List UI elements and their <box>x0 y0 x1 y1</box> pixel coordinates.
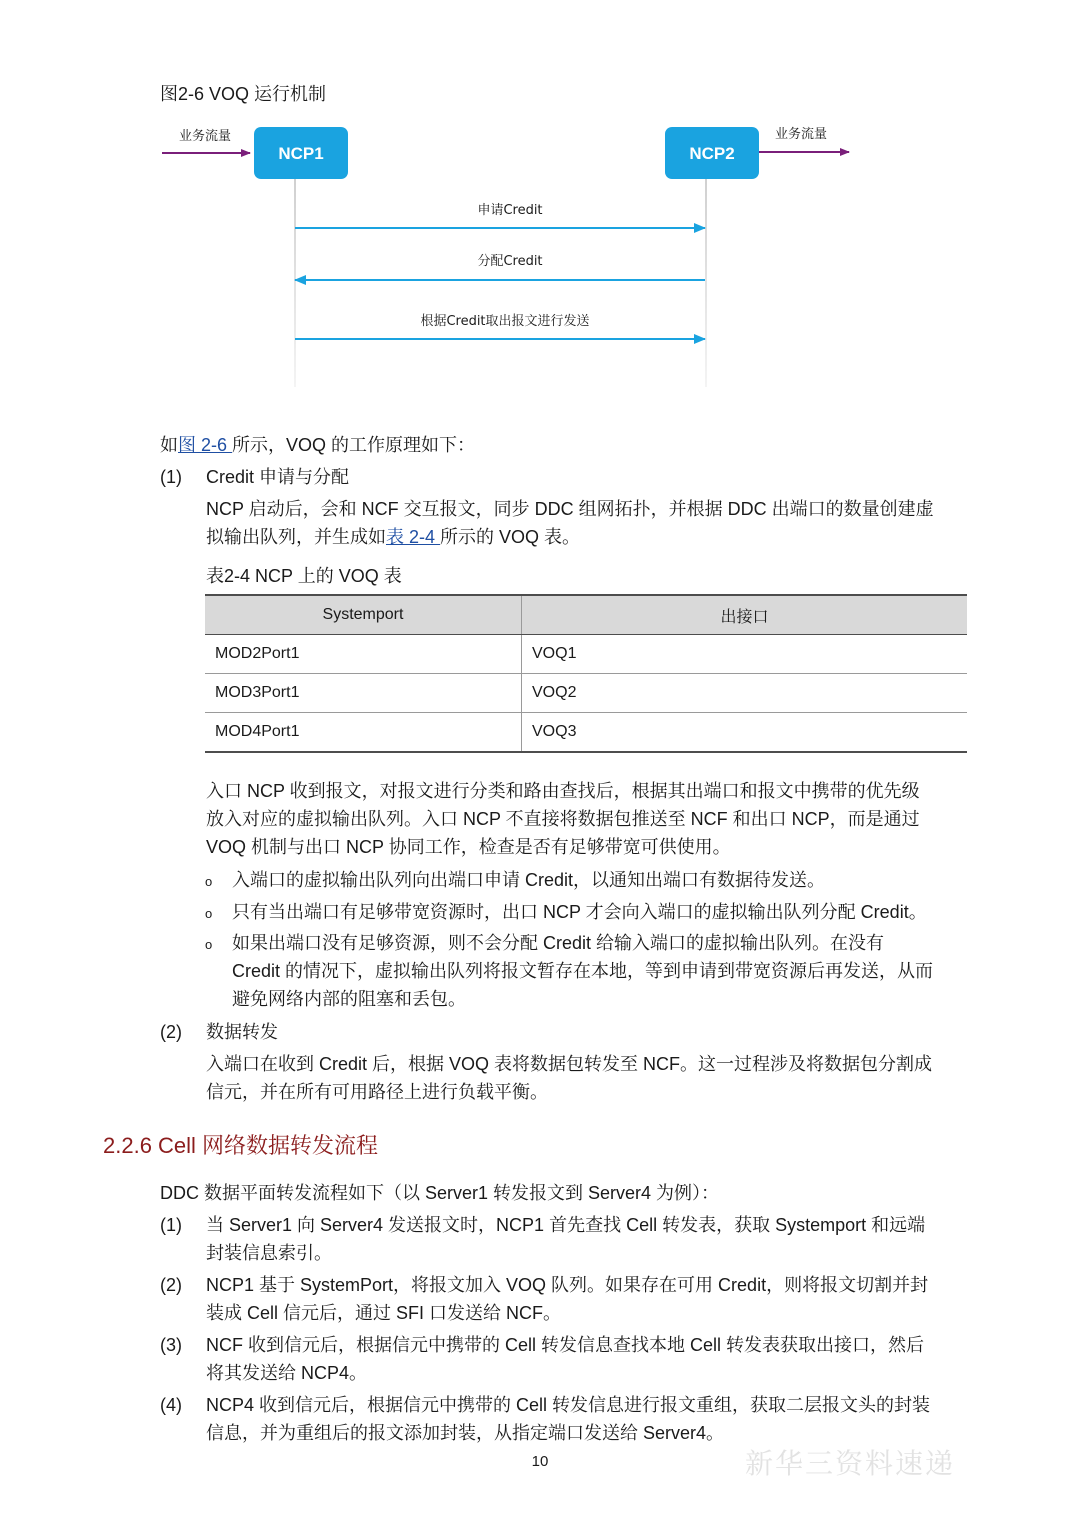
item1-paragraph <box>206 495 981 551</box>
ncp1-lifeline <box>294 177 296 387</box>
bullet-item-1 <box>232 866 977 894</box>
ingress-paragraph <box>206 777 981 861</box>
step-1 <box>206 1211 981 1267</box>
paragraph-line: 入口 NCP 收到报文，对报文进行分类和路由查找后，根据其出端口和报文中携带的优先级 <box>206 781 920 801</box>
message-allocate-credit-label: 分配Credit <box>477 254 543 269</box>
step-line: NCF 收到信元后，根据信元中携带的 Cell 转发信息查找本地 Cell 转发表获取出接口，然后 <box>206 1335 925 1355</box>
bullet-line: 只有当出端口有足够带宽资源时，出口 NCP 才会向入端口的虚拟输出队列分配 Credit。 <box>232 902 927 922</box>
step-line: 封装信息索引。 <box>206 1243 332 1263</box>
item2-title: 数据转发 <box>206 1022 278 1042</box>
bullet-line: 入端口的虚拟输出队列向出端口申请 Credit，以通知出端口有数据待发送。 <box>232 870 826 890</box>
bullet-marker: o <box>205 874 213 889</box>
table-header-row <box>205 595 967 635</box>
paragraph-line: 信元，并在所有可用路径上进行负载平衡。 <box>206 1082 548 1102</box>
table-row <box>205 713 967 753</box>
step-number: (1) <box>160 1215 182 1235</box>
paragraph-line: VOQ 机制与出口 NCP 协同工作，检查是否有足够带宽可供使用。 <box>206 837 731 857</box>
message-send-label: 根据Credit取出报文进行发送 <box>420 314 590 329</box>
ncp1-label: NCP1 <box>278 144 324 163</box>
right-flow-label: 业务流量 <box>775 127 828 142</box>
intro-paragraph <box>160 431 475 459</box>
table-header-systemport: Systemport <box>205 595 522 635</box>
step-3 <box>206 1331 981 1387</box>
table-header-out-interface: 出接口 <box>522 595 968 635</box>
item1-line2-before: 拟输出队列，并生成如 <box>206 527 386 547</box>
item2-paragraph <box>206 1050 981 1106</box>
ncp2-label: NCP2 <box>689 144 735 163</box>
table-cell: MOD4Port1 <box>205 713 522 753</box>
step-number: (2) <box>160 1275 182 1295</box>
step-2 <box>206 1271 981 1327</box>
step-line: 当 Server1 向 Server4 发送报文时，NCP1 首先查找 Cell 转发表，获取 Systemport 和远端 <box>206 1215 926 1235</box>
section-intro: DDC 数据平面转发流程如下（以 Server1 转发报文到 Server4 为例）： <box>160 1183 720 1203</box>
item2-number: (2) <box>160 1022 182 1042</box>
table-row <box>205 635 967 674</box>
step-line: NCP4 收到信元后，根据信元中携带的 Cell 转发信息进行报文重组，获取二层报文头的封装 <box>206 1395 931 1415</box>
ncp2-lifeline <box>705 177 707 387</box>
intro-text-after: 所示，VOQ 的工作原理如下： <box>232 435 476 455</box>
item1-line2-after: 所示的 VOQ 表。 <box>440 527 581 547</box>
bullet-marker: o <box>205 937 213 952</box>
table-link[interactable]: 表 2-4 <box>386 527 441 547</box>
item1-line1: NCP 启动后，会和 NCF 交互报文，同步 DDC 组网拓扑，并根据 DDC 出端口的数量创建虚 <box>206 499 934 519</box>
bullet-marker: o <box>205 906 213 921</box>
table-cell: VOQ1 <box>522 635 968 674</box>
item1-number: (1) <box>160 467 182 487</box>
page-number: 10 <box>531 1453 549 1470</box>
table-cell: MOD3Port1 <box>205 674 522 713</box>
step-line: 装成 Cell 信元后，通过 SFI 口发送给 NCF。 <box>206 1303 562 1323</box>
step-number: (4) <box>160 1395 182 1415</box>
step-line: 将其发送给 NCP4。 <box>206 1363 368 1383</box>
step-line: NCP1 基于 SystemPort，将报文加入 VOQ 队列。如果存在可用 Credit，则将报文切割并封 <box>206 1275 929 1295</box>
table-row <box>205 674 967 713</box>
step-line: 信息，并为重组后的报文添加封装，从指定端口发送给 Server4。 <box>206 1423 725 1443</box>
voq-table <box>205 594 967 753</box>
bullet-line: 避免网络内部的阻塞和丢包。 <box>232 989 466 1009</box>
table-cell: MOD2Port1 <box>205 635 522 674</box>
item1-title: Credit 申请与分配 <box>206 467 350 487</box>
message-request-credit-label: 申请Credit <box>477 203 543 218</box>
step-4 <box>206 1391 981 1447</box>
watermark: 新华三资料速递 <box>745 1448 956 1479</box>
bullet-line: Credit 的情况下，虚拟输出队列将报文暂存在本地，等到申请到带宽资源后再发送，从而 <box>232 961 934 981</box>
figure-caption: 图2-6 VOQ 运行机制 <box>160 84 327 104</box>
table-cell: VOQ3 <box>522 713 968 753</box>
paragraph-line: 放入对应的虚拟输出队列。入口 NCP 不直接将数据包推送至 NCF 和出口 NCP，而是通过 <box>206 809 920 829</box>
paragraph-line: 入端口在收到 Credit 后，根据 VOQ 表将数据包转发至 NCF。这一过程涉及将数据包分割成 <box>206 1054 933 1074</box>
bullet-line: 如果出端口没有足够资源，则不会分配 Credit 给输入端口的虚拟输出队列。在没有 <box>232 933 885 953</box>
bullet-item-3 <box>232 929 977 1013</box>
table-cell: VOQ2 <box>522 674 968 713</box>
step-number: (3) <box>160 1335 182 1355</box>
left-flow-label: 业务流量 <box>179 129 232 144</box>
voq-diagram <box>150 115 870 390</box>
item1-line2 <box>206 523 981 551</box>
section-heading: 2.2.6 Cell 网络数据转发流程 <box>103 1133 379 1158</box>
figure-link[interactable]: 图 2-6 <box>178 435 233 455</box>
bullet-item-2 <box>232 898 977 926</box>
intro-text-before: 如 <box>160 435 178 455</box>
table-caption: 表2-4 NCP 上的 VOQ 表 <box>206 566 402 586</box>
